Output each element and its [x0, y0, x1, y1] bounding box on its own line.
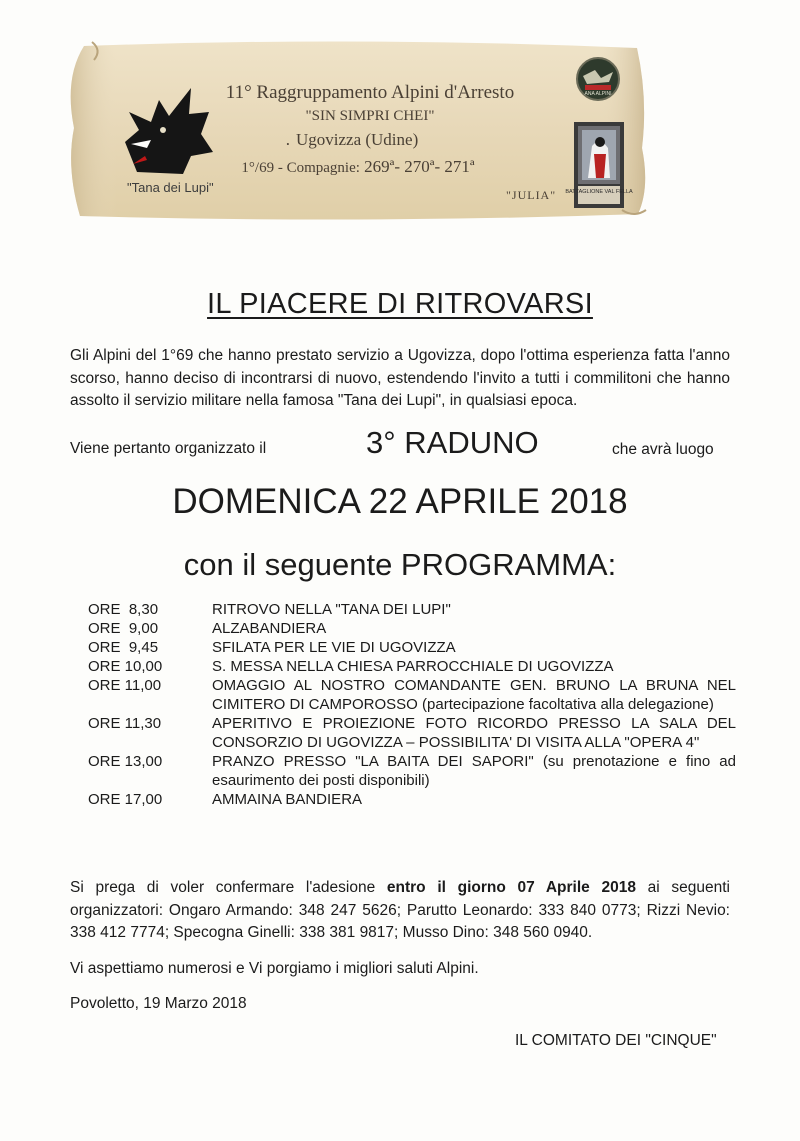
julia-caption: "JULIA": [506, 188, 557, 202]
battalion-emblem-text: BATTAGLIONE VAL FELLA: [565, 189, 633, 195]
header-motto: "SIN SIMPRI CHEI": [305, 108, 435, 124]
header-units: [148, 157, 568, 177]
place-date: Povoletto, 19 Marzo 2018: [70, 995, 247, 1012]
program-row: [88, 638, 748, 657]
confirm-organizers: ai seguenti organizzatori: Ongaro Armando: 348 247 5626; Parutto Leonardo: 333 840 0773; Rizzi Nevio: 338 412 7774; Specogna Ginelli: 338 381 9817; Musso Dino: 348 560 0940.: [70, 879, 730, 942]
program-activity: ALZABANDIERA: [212, 620, 327, 637]
program-activity: PRANZO PRESSO "LA BAITA DEI SAPORI" (su prenotazione e fino ad esaurimento dei posti disponibili): [212, 753, 736, 789]
program-list: [88, 600, 748, 809]
program-row: [88, 714, 748, 752]
program-row: [88, 752, 748, 790]
ana-logo-text: ANA ALPINI: [584, 91, 612, 97]
tana-dei-lupi-caption: "Tana dei Lupi": [127, 180, 214, 195]
header-units-companies: 269ª- 270ª- 271ª: [364, 157, 475, 176]
confirm-deadline: entro il giorno 07 Aprile 2018: [386, 879, 636, 896]
event-post-text: che avrà luogo: [612, 441, 714, 458]
ana-logo-icon: [575, 56, 621, 102]
greeting-text: Vi aspettiamo numerosi e Vi porgiamo i migliori saluti Alpini.: [70, 960, 479, 977]
program-time: ORE 9,45: [88, 639, 159, 656]
program-row: [88, 619, 748, 638]
header-place: . Ugovizza (Udine): [285, 130, 419, 149]
event-name: 3° RADUNO: [366, 425, 539, 460]
program-activity: RITROVO NELLA "TANA DEI LUPI": [212, 601, 451, 618]
program-time: ORE 11,00: [88, 677, 162, 694]
header-banner: [62, 38, 656, 224]
program-time: ORE 9,00: [88, 620, 159, 637]
program-time: ORE 8,30: [88, 601, 159, 618]
program-activity: S. MESSA NELLA CHIESA PARROCCHIALE DI UGOVIZZA: [212, 658, 614, 675]
program-activity: SFILATA PER LE VIE DI UGOVIZZA: [212, 639, 456, 656]
confirm-pre: Si prega di voler confermare l'adesione: [70, 879, 376, 896]
program-row: [88, 600, 748, 619]
program-row: [88, 657, 748, 676]
battalion-emblem: [565, 120, 633, 212]
program-heading: con il seguente PROGRAMMA:: [183, 547, 617, 582]
program-row: [88, 676, 748, 714]
header-line1: 11° Raggruppamento Alpini d'Arresto: [225, 82, 515, 103]
header-units-prefix: 1°/69 - Compagnie:: [241, 160, 360, 176]
program-time: ORE 13,00: [88, 753, 163, 770]
event-date: DOMENICA 22 APRILE 2018: [172, 482, 628, 521]
intro-paragraph: Gli Alpini del 1°69 che hanno prestato servizio a Ugovizza, dopo l'ottima esperienza fatta l'anno scorso, hanno deciso di incontrarsi di nuovo, estendendo l'invito a tutti i commilitoni che hanno assolto il servizio militare nella famosa "Tana dei Lupi", in qualsiasi epoca.: [70, 347, 730, 410]
event-pre-text: Viene pertanto organizzato il: [70, 440, 267, 457]
signature: IL COMITATO DEI "CINQUE": [515, 1032, 717, 1049]
header-place-text: Ugovizza (Udine): [295, 130, 419, 149]
program-time: ORE 10,00: [88, 658, 163, 675]
program-time: ORE 17,00: [88, 791, 163, 808]
program-row: [88, 790, 748, 809]
program-activity: APERITIVO E PROIEZIONE FOTO RICORDO PRESSO LA SALA DEL CONSORZIO DI UGOVIZZA – POSSIBILITA' DI VISITA ALLA "OPERA 4": [212, 715, 736, 751]
page-title: IL PIACERE DI RITROVARSI: [207, 288, 593, 320]
confirm-paragraph: [70, 877, 730, 945]
program-activity: OMAGGIO AL NOSTRO COMANDANTE GEN. BRUNO LA BRUNA NEL CIMITERO DI CAMPOROSSO (partecipazione facoltativa alla delegazione): [212, 677, 736, 713]
program-activity: AMMAINA BANDIERA: [212, 791, 363, 808]
program-time: ORE 11,30: [88, 715, 162, 732]
